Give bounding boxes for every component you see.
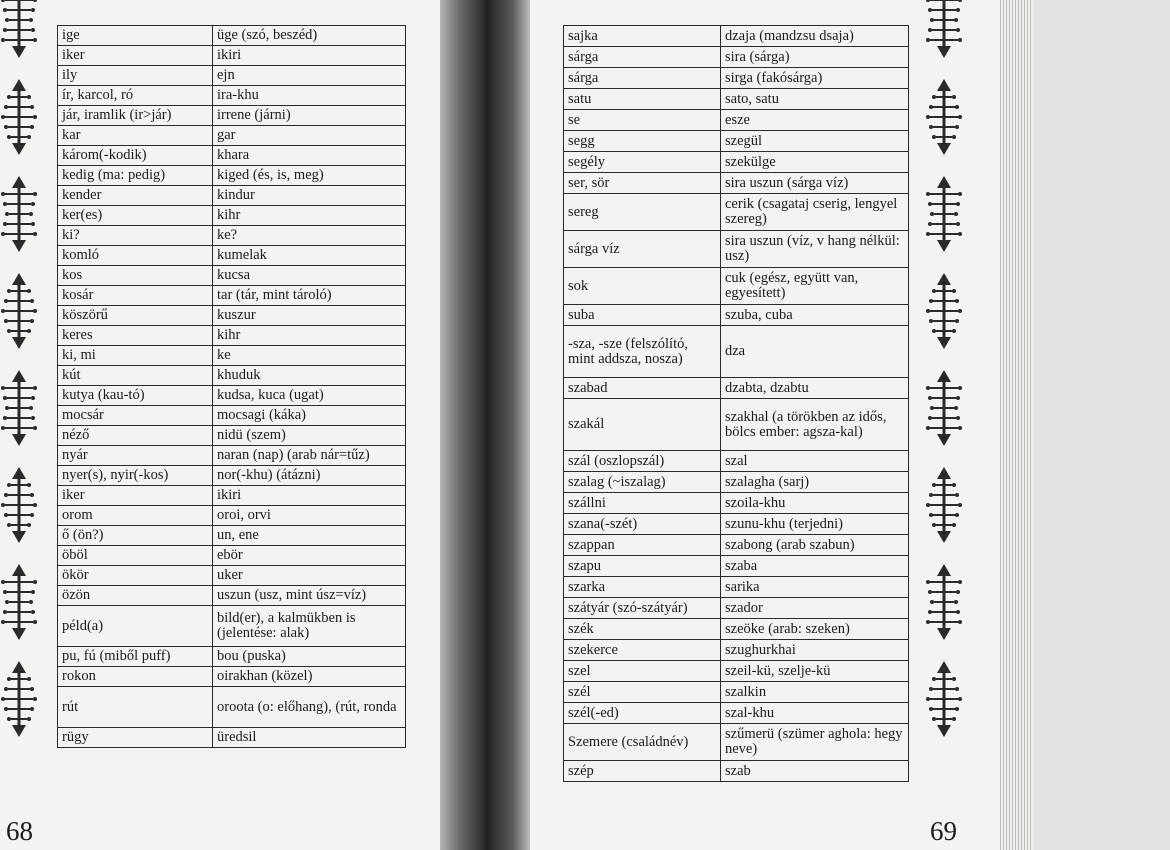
table-row: [58, 566, 406, 586]
hungarian-word-cell: károm(-kodik): [58, 146, 213, 166]
table-row: [58, 426, 406, 446]
mongolian-word-cell: uszun (usz, mint úsz=víz): [213, 586, 406, 606]
table-row: [564, 378, 909, 399]
hungarian-word-cell: rokon: [58, 667, 213, 687]
hungarian-word-cell: szakál: [564, 399, 721, 451]
table-row: [564, 514, 909, 535]
hungarian-word-cell: ker(es): [58, 206, 213, 226]
table-row: [58, 26, 406, 46]
table-row: [58, 506, 406, 526]
hungarian-word-cell: mocsár: [58, 406, 213, 426]
hungarian-word-cell: ige: [58, 26, 213, 46]
table-row: [58, 366, 406, 386]
mongolian-word-cell: kumelak: [213, 246, 406, 266]
mongolian-word-cell: szegül: [721, 131, 909, 152]
hungarian-word-cell: szállni: [564, 493, 721, 514]
table-row: [564, 598, 909, 619]
hungarian-word-cell: ökör: [58, 566, 213, 586]
hungarian-word-cell: szék: [564, 619, 721, 640]
hungarian-word-cell: szappan: [564, 535, 721, 556]
table-row: [58, 106, 406, 126]
mongolian-word-cell: ira-khu: [213, 86, 406, 106]
mongolian-word-cell: sarika: [721, 577, 909, 598]
mongolian-word-cell: kucsa: [213, 266, 406, 286]
table-row: [58, 346, 406, 366]
hungarian-word-cell: ő (ön?): [58, 526, 213, 546]
mongolian-word-cell: dzaja (mandzsu dsaja): [721, 26, 909, 47]
mongolian-word-cell: mocsagi (káka): [213, 406, 406, 426]
table-row: [564, 305, 909, 326]
table-row: [564, 556, 909, 577]
table-row: [58, 687, 406, 728]
mongolian-word-cell: ejn: [213, 66, 406, 86]
mongolian-word-cell: nidü (szem): [213, 426, 406, 446]
hungarian-word-cell: -sza, -sze (felszólító, mint addsza, nosza): [564, 326, 721, 378]
hungarian-word-cell: ily: [58, 66, 213, 86]
table-row: [58, 466, 406, 486]
hungarian-word-cell: szép: [564, 761, 721, 782]
mongolian-word-cell: sira uszun (víz, v hang nélkül: usz): [721, 231, 909, 268]
table-row: [58, 606, 406, 647]
mongolian-word-cell: kihr: [213, 206, 406, 226]
hungarian-word-cell: szel: [564, 661, 721, 682]
mongolian-word-cell: nor(-khu) (átázni): [213, 466, 406, 486]
mongolian-word-cell: szekülge: [721, 152, 909, 173]
table-row: [58, 146, 406, 166]
mongolian-word-cell: szunu-khu (terjedni): [721, 514, 909, 535]
mongolian-word-cell: gar: [213, 126, 406, 146]
hungarian-word-cell: segg: [564, 131, 721, 152]
table-row: [564, 535, 909, 556]
table-row: [564, 703, 909, 724]
mongolian-word-cell: oroi, orvi: [213, 506, 406, 526]
mongolian-word-cell: oroota (o: előhang), (rút, ronda: [213, 687, 406, 728]
mongolian-word-cell: un, ene: [213, 526, 406, 546]
mongolian-word-cell: sirga (fakósárga): [721, 68, 909, 89]
left-page: [0, 0, 440, 850]
mongolian-word-cell: dzabta, dzabtu: [721, 378, 909, 399]
table-row: [564, 268, 909, 305]
table-row: [58, 526, 406, 546]
hungarian-word-cell: szana(-szét): [564, 514, 721, 535]
mongolian-word-cell: szador: [721, 598, 909, 619]
mongolian-word-cell: khara: [213, 146, 406, 166]
hungarian-word-cell: köszörű: [58, 306, 213, 326]
mongolian-word-cell: szűmerü (szümer aghola: hegy neve): [721, 724, 909, 761]
table-row: [564, 451, 909, 472]
folk-ornament-border-left: [0, 0, 38, 800]
hungarian-word-cell: komló: [58, 246, 213, 266]
table-row: [564, 152, 909, 173]
hungarian-word-cell: szél: [564, 682, 721, 703]
table-row: [564, 577, 909, 598]
mongolian-word-cell: sato, satu: [721, 89, 909, 110]
table-row: [564, 661, 909, 682]
mongolian-word-cell: bou (puska): [213, 647, 406, 667]
hungarian-word-cell: se: [564, 110, 721, 131]
table-row: [564, 173, 909, 194]
hungarian-word-cell: özön: [58, 586, 213, 606]
hungarian-word-cell: szapu: [564, 556, 721, 577]
table-row: [58, 306, 406, 326]
table-row: [564, 326, 909, 378]
mongolian-word-cell: esze: [721, 110, 909, 131]
mongolian-word-cell: szeöke (arab: szeken): [721, 619, 909, 640]
mongolian-word-cell: szal: [721, 451, 909, 472]
mongolian-word-cell: naran (nap) (arab nár=tűz): [213, 446, 406, 466]
table-row: [564, 89, 909, 110]
mongolian-word-cell: szakhal (a törökben az idős, bölcs ember: agsza-kal): [721, 399, 909, 451]
hungarian-word-cell: satu: [564, 89, 721, 110]
mongolian-word-cell: sira (sárga): [721, 47, 909, 68]
hungarian-word-cell: orom: [58, 506, 213, 526]
mongolian-word-cell: kudsa, kuca (ugat): [213, 386, 406, 406]
table-row: [58, 226, 406, 246]
mongolian-word-cell: ke?: [213, 226, 406, 246]
mongolian-word-cell: ikiri: [213, 46, 406, 66]
hungarian-word-cell: kút: [58, 366, 213, 386]
hungarian-word-cell: Szemere (családnév): [564, 724, 721, 761]
table-row: [564, 47, 909, 68]
hungarian-word-cell: kos: [58, 266, 213, 286]
mongolian-word-cell: kuszur: [213, 306, 406, 326]
table-row: [564, 682, 909, 703]
hungarian-word-cell: kedig (ma: pedig): [58, 166, 213, 186]
mongolian-word-cell: üredsil: [213, 728, 406, 748]
mongolian-word-cell: szalagha (sarj): [721, 472, 909, 493]
table-row: [58, 386, 406, 406]
hungarian-word-cell: sok: [564, 268, 721, 305]
hungarian-word-cell: nyár: [58, 446, 213, 466]
table-row: [58, 406, 406, 426]
right-page: [530, 0, 1000, 850]
table-row: [58, 126, 406, 146]
table-row: [564, 399, 909, 451]
hungarian-word-cell: szabad: [564, 378, 721, 399]
table-row: [564, 68, 909, 89]
dictionary-table-left: [57, 25, 406, 748]
table-row: [564, 493, 909, 514]
mongolian-word-cell: irrene (járni): [213, 106, 406, 126]
table-row: [58, 66, 406, 86]
page-number: 68: [6, 816, 33, 846]
mongolian-word-cell: szabong (arab szabun): [721, 535, 909, 556]
hungarian-word-cell: sárga: [564, 68, 721, 89]
mongolian-word-cell: ebör: [213, 546, 406, 566]
hungarian-word-cell: suba: [564, 305, 721, 326]
table-row: [564, 131, 909, 152]
table-row: [564, 110, 909, 131]
hungarian-word-cell: nyer(s), nyir(-kos): [58, 466, 213, 486]
mongolian-word-cell: kindur: [213, 186, 406, 206]
mongolian-word-cell: szughurkhai: [721, 640, 909, 661]
scanner-background: [1033, 0, 1170, 850]
hungarian-word-cell: öböl: [58, 546, 213, 566]
table-row: [58, 586, 406, 606]
hungarian-word-cell: sárga víz: [564, 231, 721, 268]
hungarian-word-cell: kosár: [58, 286, 213, 306]
hungarian-word-cell: pu, fú (miből puff): [58, 647, 213, 667]
hungarian-word-cell: szalag (~iszalag): [564, 472, 721, 493]
table-row: [564, 231, 909, 268]
hungarian-word-cell: kutya (kau-tó): [58, 386, 213, 406]
hungarian-word-cell: sajka: [564, 26, 721, 47]
hungarian-word-cell: szál (oszlopszál): [564, 451, 721, 472]
hungarian-word-cell: ki?: [58, 226, 213, 246]
table-row: [564, 724, 909, 761]
hungarian-word-cell: sereg: [564, 194, 721, 231]
table-row: [58, 728, 406, 748]
table-row: [58, 667, 406, 687]
hungarian-word-cell: iker: [58, 46, 213, 66]
mongolian-word-cell: dza: [721, 326, 909, 378]
table-row: [564, 619, 909, 640]
mongolian-word-cell: szal-khu: [721, 703, 909, 724]
mongolian-word-cell: tar (tár, mint tároló): [213, 286, 406, 306]
book-gutter-shadow-right: [485, 0, 535, 850]
mongolian-word-cell: cerik (csagataj cserig, lengyel szereg): [721, 194, 909, 231]
hungarian-word-cell: kender: [58, 186, 213, 206]
book-page-edges: [995, 0, 1033, 850]
table-row: [58, 326, 406, 346]
hungarian-word-cell: rügy: [58, 728, 213, 748]
mongolian-word-cell: cuk (egész, együtt van, egyesített): [721, 268, 909, 305]
hungarian-word-cell: ki, mi: [58, 346, 213, 366]
hungarian-word-cell: jár, iramlik (ir>jár): [58, 106, 213, 126]
mongolian-word-cell: szaba: [721, 556, 909, 577]
dictionary-table-right: [563, 25, 909, 782]
mongolian-word-cell: üge (szó, beszéd): [213, 26, 406, 46]
mongolian-word-cell: kiged (és, is, meg): [213, 166, 406, 186]
hungarian-word-cell: keres: [58, 326, 213, 346]
mongolian-word-cell: szab: [721, 761, 909, 782]
table-row: [58, 246, 406, 266]
mongolian-word-cell: sira uszun (sárga víz): [721, 173, 909, 194]
hungarian-word-cell: szátyár (szó-szátyár): [564, 598, 721, 619]
hungarian-word-cell: segély: [564, 152, 721, 173]
table-row: [58, 486, 406, 506]
table-row: [564, 472, 909, 493]
hungarian-word-cell: iker: [58, 486, 213, 506]
table-row: [564, 640, 909, 661]
hungarian-word-cell: szekerce: [564, 640, 721, 661]
table-row: [58, 206, 406, 226]
hungarian-word-cell: szél(-ed): [564, 703, 721, 724]
table-row: [58, 446, 406, 466]
table-row: [58, 166, 406, 186]
table-row: [58, 546, 406, 566]
table-row: [564, 761, 909, 782]
mongolian-word-cell: kihr: [213, 326, 406, 346]
hungarian-word-cell: kar: [58, 126, 213, 146]
mongolian-word-cell: khuduk: [213, 366, 406, 386]
table-row: [58, 46, 406, 66]
mongolian-word-cell: bild(er), a kalmükben is (jelentése: alak): [213, 606, 406, 647]
hungarian-word-cell: sárga: [564, 47, 721, 68]
mongolian-word-cell: szalkin: [721, 682, 909, 703]
table-row: [564, 194, 909, 231]
hungarian-word-cell: rút: [58, 687, 213, 728]
mongolian-word-cell: oirakhan (közel): [213, 667, 406, 687]
table-row: [58, 286, 406, 306]
hungarian-word-cell: szarka: [564, 577, 721, 598]
page-number: 69: [930, 816, 957, 846]
table-row: [58, 86, 406, 106]
hungarian-word-cell: ír, karcol, ró: [58, 86, 213, 106]
folk-ornament-border-right: [925, 0, 963, 800]
mongolian-word-cell: uker: [213, 566, 406, 586]
table-row: [58, 647, 406, 667]
hungarian-word-cell: néző: [58, 426, 213, 446]
table-row: [564, 26, 909, 47]
mongolian-word-cell: szoila-khu: [721, 493, 909, 514]
mongolian-word-cell: ikiri: [213, 486, 406, 506]
hungarian-word-cell: péld(a): [58, 606, 213, 647]
hungarian-word-cell: ser, sör: [564, 173, 721, 194]
mongolian-word-cell: szuba, cuba: [721, 305, 909, 326]
mongolian-word-cell: szeil-kü, szelje-kü: [721, 661, 909, 682]
table-row: [58, 266, 406, 286]
mongolian-word-cell: ke: [213, 346, 406, 366]
table-row: [58, 186, 406, 206]
